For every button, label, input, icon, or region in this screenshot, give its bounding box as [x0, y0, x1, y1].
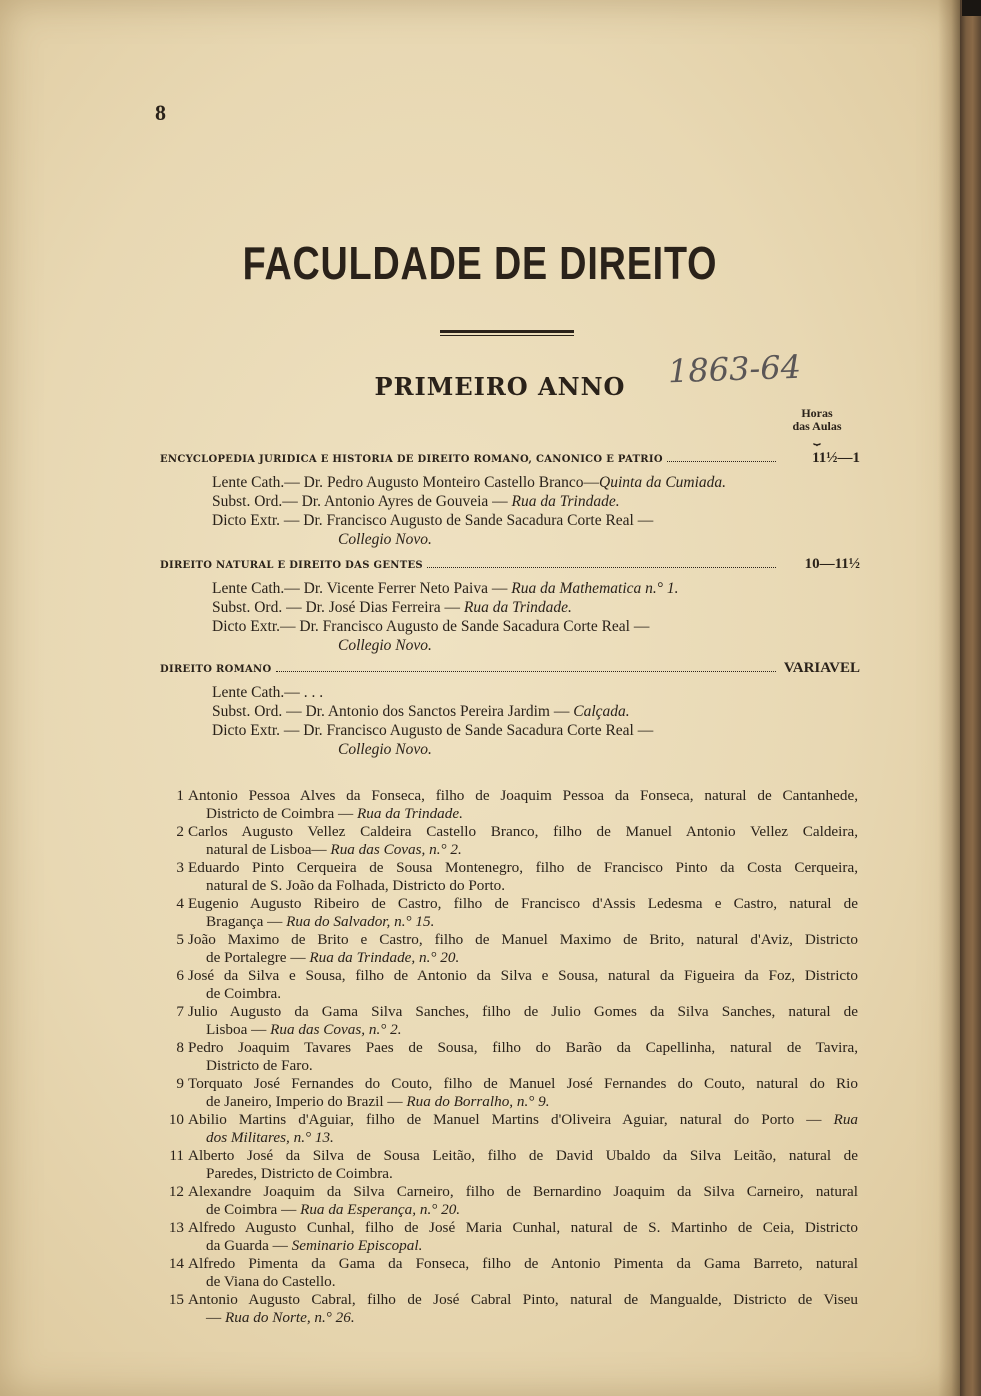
list-item [168, 1255, 858, 1291]
student-text: Pedro Joaquim Tavares Paes de Sousa, filho do Barão da Capellinha, natural de Tavira, [188, 1039, 858, 1056]
student-text-continued [188, 805, 858, 823]
student-text: Antonio Augusto Cabral, filho de José Cabral Pinto, natural de Mangualde, Districto de Viseu [188, 1291, 858, 1308]
staff-address: Collegio Novo. [338, 637, 432, 654]
student-number: 3 [176, 859, 184, 876]
student-text: Julio Augusto da Gama Silva Sanches, filho de Julio Gomes da Silva Sanches, natural de [188, 1003, 858, 1020]
staff-line-continued [338, 636, 860, 655]
leader-dots [276, 671, 777, 672]
student-number: 8 [176, 1039, 184, 1056]
staff-line [212, 702, 860, 721]
student-text: Carlos Augusto Vellez Caldeira Castello Branco, filho de Manuel Antonio Vellez Caldeira, [188, 823, 858, 840]
student-text-continued [188, 1309, 858, 1327]
staff-name: Vicente Ferrer Neto Paiva — [326, 580, 508, 597]
student-detail: — [206, 1309, 222, 1326]
staff-role: Lente Cath.— Dr. [212, 474, 324, 491]
student-text: Alexandre Joaquim da Silva Carneiro, filho de Bernardino Joaquim da Silva Carneiro, natural [188, 1183, 858, 1200]
student-detail: de Portalegre — [206, 949, 306, 966]
subject-hours: VARIAVEL [783, 660, 860, 676]
staff-role: Subst. Ord.— Dr. [212, 493, 321, 510]
staff-list [212, 473, 860, 549]
staff-address: Collegio Novo. [338, 531, 432, 548]
brace-ornament: ⏟ [813, 431, 821, 445]
student-address: Rua do Norte, n.° 26. [224, 1309, 355, 1326]
list-item [168, 1219, 858, 1255]
leader-dots [427, 567, 776, 568]
student-number: 10 [168, 1111, 184, 1128]
staff-address: Rua da Trindade. [511, 493, 620, 510]
staff-list [212, 683, 860, 759]
student-number: 14 [168, 1255, 184, 1272]
student-text-continued [188, 1129, 858, 1147]
student-number: 5 [176, 931, 184, 948]
student-detail: Districto de Faro. [206, 1057, 313, 1074]
subject-block [160, 450, 860, 549]
student-text-continued [188, 985, 858, 1003]
student-detail: de Coimbra — [206, 1201, 297, 1218]
student-address: Rua das Covas, n.° 2. [270, 1021, 402, 1038]
list-item [168, 1003, 858, 1039]
page-number: 8 [155, 100, 166, 125]
student-text-continued [188, 913, 858, 931]
student-address: Rua da Trindade. [357, 805, 463, 822]
staff-name: . . . [303, 684, 324, 701]
staff-name: Francisco Augusto de Sande Sacadura Corte Real — [326, 512, 654, 529]
student-text-continued [188, 1201, 858, 1219]
student-text-continued [188, 1165, 858, 1183]
page-title: FACULDADE DE DIREITO [242, 237, 718, 289]
student-number: 13 [168, 1219, 184, 1236]
staff-address: Rua da Trindade. [463, 599, 572, 616]
list-item [168, 859, 858, 895]
list-item [168, 1183, 858, 1219]
student-detail: da Guarda — [206, 1237, 288, 1254]
student-text: João Maximo de Brito e Castro, filho de Manuel Maximo de Brito, natural d'Aviz, Districto [188, 931, 858, 948]
student-address: Rua da Esperança, n.° 20. [300, 1201, 461, 1218]
list-item [168, 967, 858, 1003]
staff-role: Lente Cath.— Dr. [212, 580, 324, 597]
staff-address: Rua da Mathematica n.° 1. [511, 580, 679, 597]
title-divider [440, 330, 574, 333]
list-item [168, 931, 858, 967]
book-binding-edge [960, 0, 981, 1396]
student-text [188, 1111, 858, 1129]
student-text: Torquato José Fernandes do Couto, filho de Manuel José Fernandes do Couto, natural do Rio [188, 1075, 858, 1092]
staff-line [212, 579, 860, 598]
staff-list [212, 579, 860, 655]
subject-heading [160, 660, 860, 677]
subject-heading [160, 450, 860, 467]
subject-name: DIREITO NATURAL E DIREITO DAS GENTES [160, 560, 423, 571]
student-number: 11 [169, 1147, 184, 1164]
staff-line [212, 598, 860, 617]
staff-line [212, 683, 860, 702]
student-text: José da Silva e Sousa, filho de Antonio da Silva e Sousa, natural da Figueira da Foz, Districto [188, 967, 858, 984]
student-detail: Abilio Martins d'Aguiar, filho de Manuel Martins d'Oliveira Aguiar, natural do Porto — [188, 1111, 822, 1128]
staff-line [212, 721, 860, 740]
student-text-continued [188, 1093, 858, 1111]
student-number: 1 [176, 787, 184, 804]
staff-name: Antonio dos Sanctos Pereira Jardim — [327, 703, 570, 720]
staff-line [212, 492, 860, 511]
hours-header-line-1: Horas [801, 406, 833, 420]
staff-address: Quinta da Cumiada. [599, 474, 727, 491]
list-item [168, 895, 858, 931]
student-detail: natural de Lisboa— [206, 841, 327, 858]
student-number: 2 [176, 823, 184, 840]
list-item [168, 1075, 858, 1111]
student-detail: Paredes, Districto de Coimbra. [206, 1165, 393, 1182]
student-text: Alfredo Pimenta da Gama da Fonseca, filho de Antonio Pimenta da Gama Barreto, natural [188, 1255, 858, 1272]
subject-block [160, 660, 860, 759]
student-address: Seminario Episcopal. [291, 1237, 423, 1254]
subject-hours: 11½—1 [812, 450, 860, 466]
student-detail: Bragança — [206, 913, 283, 930]
staff-line [212, 617, 860, 636]
list-item [168, 1291, 858, 1327]
subject-block [160, 556, 860, 655]
list-item [168, 1039, 858, 1075]
staff-role: Dicto Extr.— Dr. [212, 618, 319, 635]
list-item [168, 787, 858, 823]
student-text: Eugenio Augusto Ribeiro de Castro, filho de Francisco d'Assis Ledesma e Castro, natural de [188, 895, 858, 912]
handwritten-annotation: 1863-64 [667, 347, 802, 391]
staff-name: Francisco Augusto de Sande Sacadura Corte Real — [326, 722, 654, 739]
student-detail: Lisboa — [206, 1021, 267, 1038]
student-detail: de Viana do Castello. [206, 1273, 336, 1290]
staff-name: José Dias Ferreira — [328, 599, 460, 616]
student-number: 4 [176, 895, 184, 912]
student-address: Rua do Borralho, n.° 9. [406, 1093, 550, 1110]
subject-name: ENCYCLOPEDIA JURIDICA E HISTORIA DE DIREITO ROMANO, CANONICO E PATRIO [160, 454, 663, 465]
subject-name: DIREITO ROMANO [160, 664, 272, 675]
student-number: 6 [176, 967, 184, 984]
student-detail: natural de S. João da Folhada, Districto do Porto. [206, 877, 506, 894]
student-detail: Districto de Coimbra — [206, 805, 354, 822]
student-text-continued [188, 1057, 858, 1075]
student-text-continued [188, 841, 858, 859]
staff-name: Francisco Augusto de Sande Sacadura Corte Real — [322, 618, 650, 635]
student-number: 7 [176, 1003, 184, 1020]
student-address: Rua do Salvador, n.° 15. [286, 913, 435, 930]
staff-name: Pedro Augusto Monteiro Castello Branco— [326, 474, 600, 491]
staff-line [212, 511, 860, 530]
student-text-continued [188, 1237, 858, 1255]
student-list [168, 787, 858, 1327]
staff-line [212, 473, 860, 492]
leader-dots [667, 461, 776, 462]
student-text-continued [188, 877, 858, 895]
student-address: dos Militares, n.° 13. [206, 1129, 334, 1146]
hours-header-line-2: das Aulas [792, 419, 842, 433]
student-text-continued [188, 1273, 858, 1291]
staff-address: Collegio Novo. [338, 741, 432, 758]
staff-role: Dicto Extr. — Dr. [212, 512, 323, 529]
student-number: 15 [168, 1291, 184, 1308]
staff-address: Calçada. [573, 703, 630, 720]
scan-corner [962, 0, 981, 16]
staff-line-continued [338, 740, 860, 759]
staff-line-continued [338, 530, 860, 549]
student-text-continued [188, 1021, 858, 1039]
student-detail: de Coimbra. [206, 985, 282, 1002]
student-text: Eduardo Pinto Cerqueira de Sousa Montenegro, filho de Francisco Pinto da Costa Cerqueira, [188, 859, 858, 876]
student-text: Alberto José da Silva de Sousa Leitão, filho de David Ubaldo da Silva Leitão, natural de [188, 1147, 858, 1164]
subject-hours: 10—11½ [804, 556, 860, 572]
list-item [168, 1111, 858, 1147]
staff-role: Lente Cath.— [212, 684, 300, 701]
student-number: 12 [168, 1183, 184, 1200]
list-item [168, 823, 858, 859]
student-number: 9 [176, 1075, 184, 1092]
list-item [168, 1147, 858, 1183]
staff-role: Subst. Ord. — Dr. [212, 703, 325, 720]
student-text-continued [188, 949, 858, 967]
section-title: PRIMEIRO ANNO [374, 372, 626, 401]
page-gutter-shadow [938, 0, 960, 1396]
staff-role: Subst. Ord. — Dr. [212, 599, 325, 616]
hours-column-header [782, 407, 852, 443]
staff-role: Dicto Extr. — Dr. [212, 722, 323, 739]
student-address: Rua [833, 1111, 859, 1128]
student-address: Rua da Trindade, n.° 20. [309, 949, 460, 966]
student-address: Rua das Covas, n.° 2. [330, 841, 462, 858]
student-detail: de Janeiro, Imperio do Brazil — [206, 1093, 403, 1110]
student-text: Antonio Pessoa Alves da Fonseca, filho de Joaquim Pessoa da Fonseca, natural de Cantanhede, [188, 787, 858, 804]
staff-name: Antonio Ayres de Gouveia — [323, 493, 508, 510]
student-text: Alfredo Augusto Cunhal, filho de José Maria Cunhal, natural de S. Martinho de Ceia, Districto [188, 1219, 858, 1236]
subject-heading [160, 556, 860, 573]
